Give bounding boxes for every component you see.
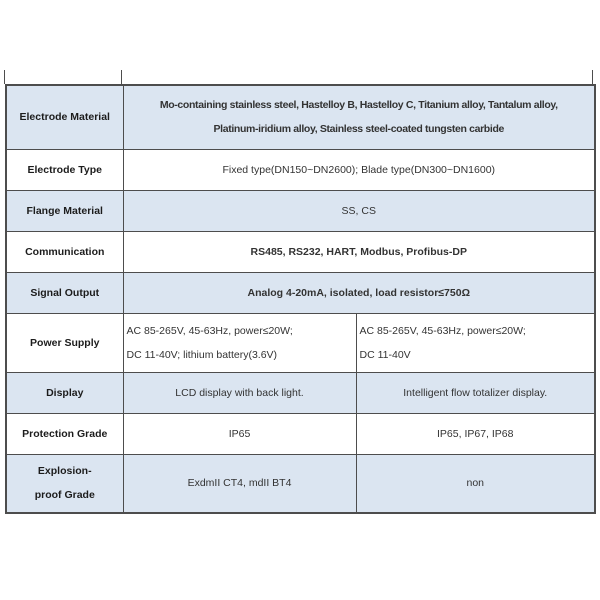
row-label: Communication xyxy=(6,231,123,272)
row-label: Display xyxy=(6,372,123,413)
cropped-row-border-left xyxy=(4,70,5,84)
row-explosion-proof-grade xyxy=(6,454,595,513)
row-value xyxy=(123,85,595,149)
cropped-row-border-middle xyxy=(121,70,122,84)
cropped-row-border-right xyxy=(592,70,593,84)
row-label: Electrode Material xyxy=(6,85,123,149)
row-value: SS, CS xyxy=(123,190,595,231)
row-label: Electrode Type xyxy=(6,149,123,190)
value-line: DC 11-40V; lithium battery(3.6V) xyxy=(126,348,278,361)
row-power-supply xyxy=(6,313,595,372)
row-signal-output xyxy=(6,272,595,313)
row-display xyxy=(6,372,595,413)
row-value-right: non xyxy=(356,454,595,513)
row-flange-material xyxy=(6,190,595,231)
row-value-left: IP65 xyxy=(123,413,356,454)
value-line: AC 85-265V, 45-63Hz, power≤20W; xyxy=(126,324,293,337)
row-value-left: LCD display with back light. xyxy=(123,372,356,413)
row-label: Signal Output xyxy=(6,272,123,313)
row-communication xyxy=(6,231,595,272)
row-value-right: Intelligent flow totalizer display. xyxy=(356,372,595,413)
row-value: RS485, RS232, HART, Modbus, Profibus-DP xyxy=(123,231,595,272)
value-line: Mo-containing stainless steel, Hastelloy B, Hastelloy C, Titanium alloy, Tantalum alloy, xyxy=(159,99,558,112)
row-value: Analog 4-20mA, isolated, load resistor≤750Ω xyxy=(123,272,595,313)
row-value-right: IP65, IP67, IP68 xyxy=(356,413,595,454)
row-value: Fixed type(DN150~DN2600); Blade type(DN300~DN1600) xyxy=(123,149,595,190)
row-value-left xyxy=(123,313,356,372)
row-value-left: ExdmII CT4, mdII BT4 xyxy=(123,454,356,513)
row-electrode-material xyxy=(6,85,595,149)
label-line: Explosion- xyxy=(37,465,92,478)
value-line: DC 11-40V xyxy=(359,348,411,361)
value-line: Platinum-iridium alloy, Stainless steel-coated tungsten carbide xyxy=(213,123,504,136)
label-line: proof Grade xyxy=(34,489,95,502)
row-electrode-type xyxy=(6,149,595,190)
row-protection-grade xyxy=(6,413,595,454)
specification-table xyxy=(5,84,596,514)
row-value-right xyxy=(356,313,595,372)
row-label: Power Supply xyxy=(6,313,123,372)
value-line: AC 85-265V, 45-63Hz, power≤20W; xyxy=(359,324,526,337)
row-label xyxy=(6,454,123,513)
row-label: Flange Material xyxy=(6,190,123,231)
row-label: Protection Grade xyxy=(6,413,123,454)
